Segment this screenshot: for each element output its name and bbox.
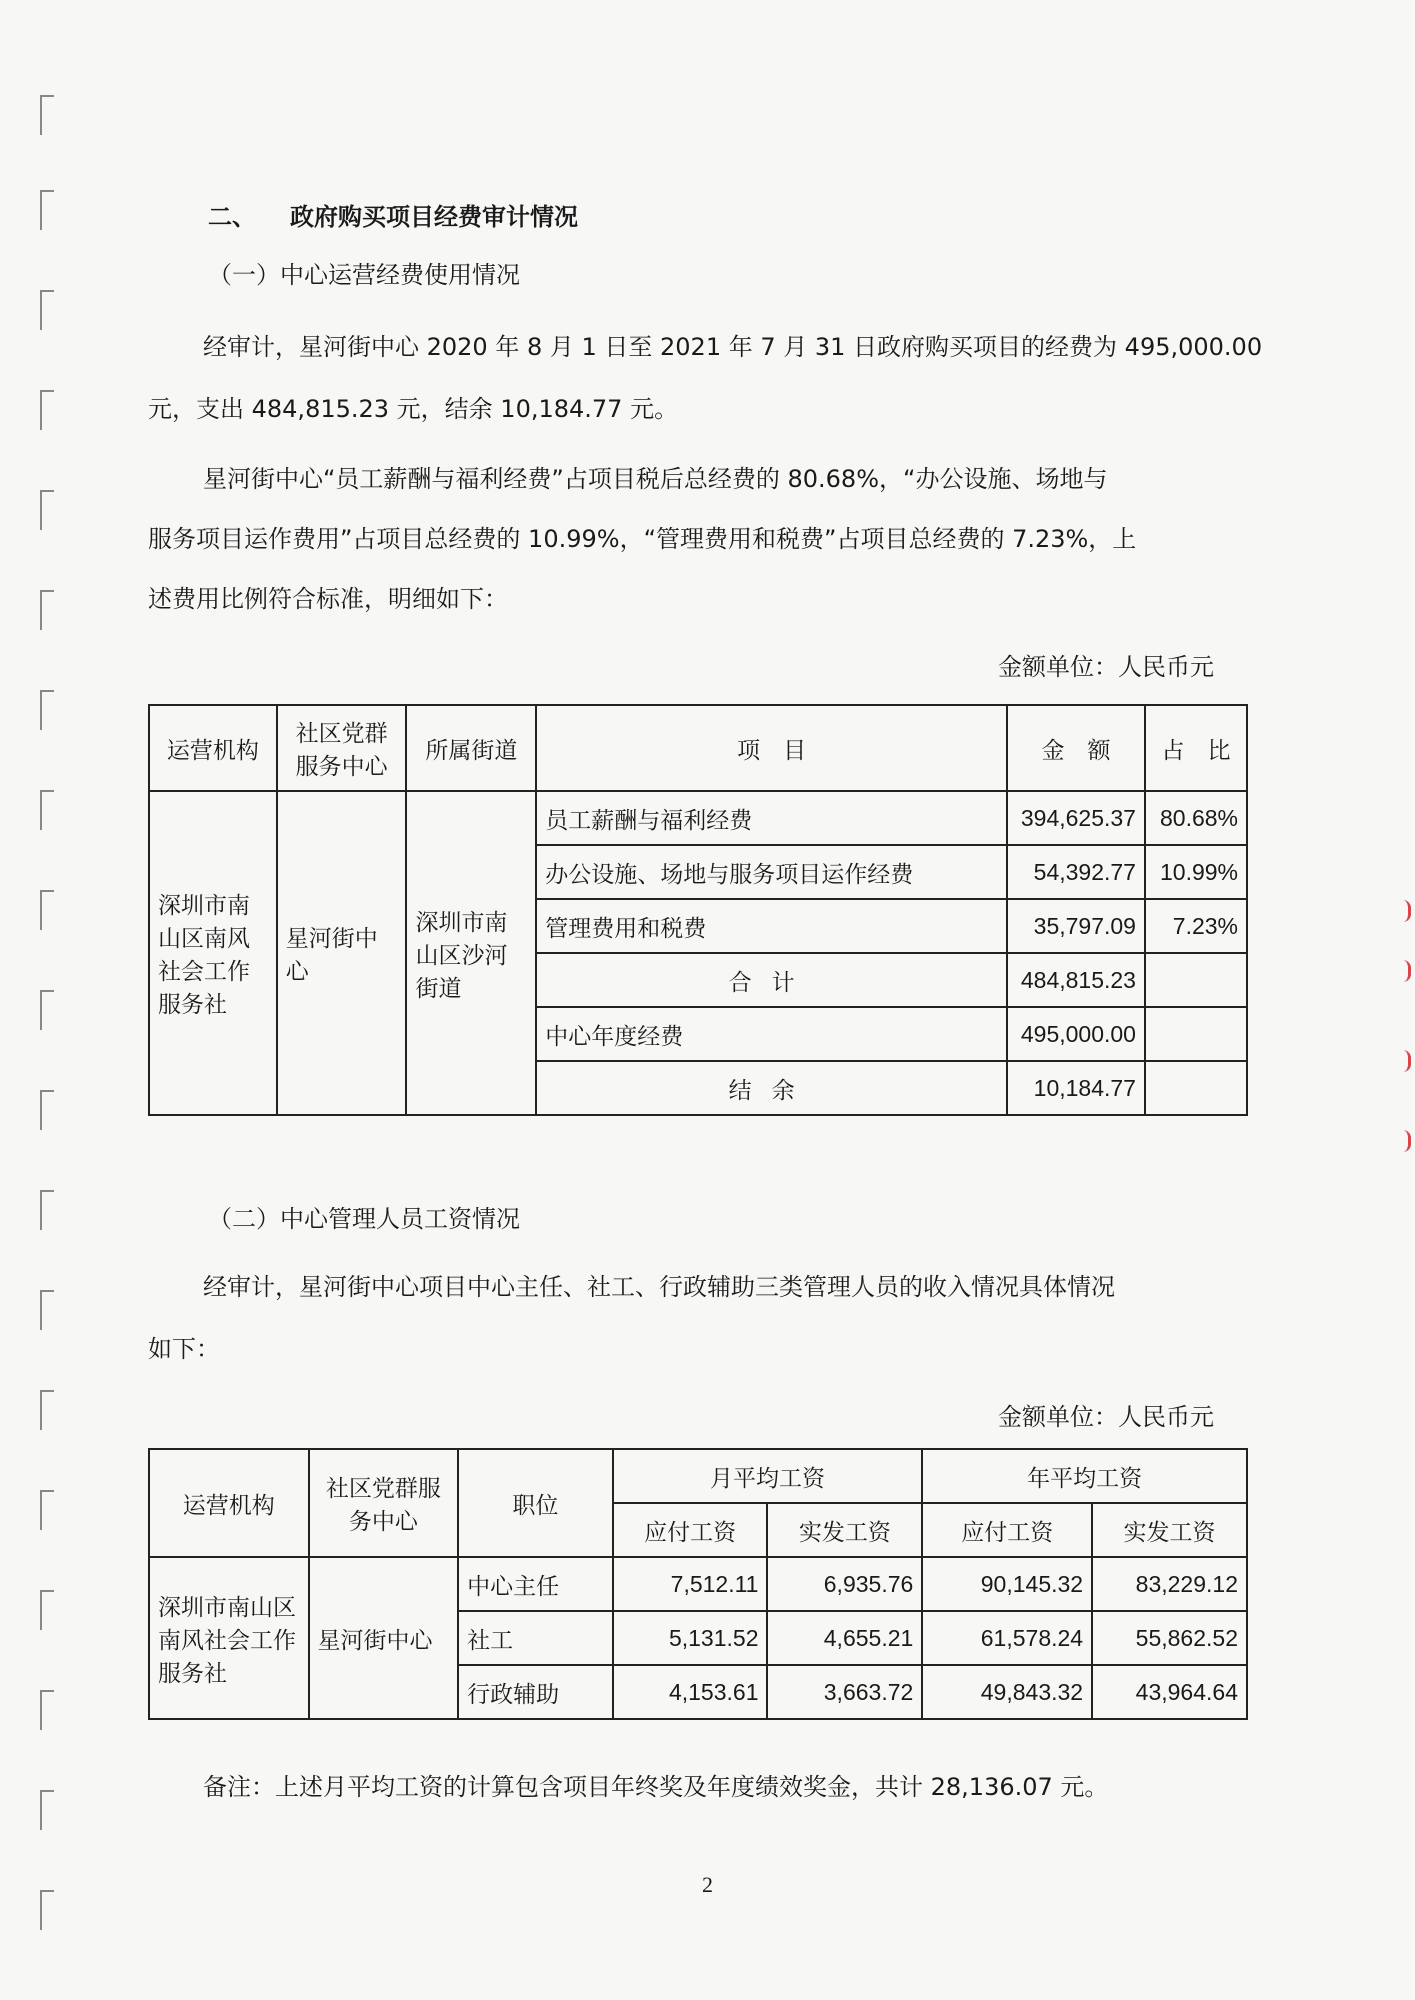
cell-annual-payable: 61,578.24 (922, 1611, 1092, 1665)
paragraph-1-line-1: 经审计，星河街中心 2020 年 8 月 1 日至 2021 年 7 月 31 日政府购买项目的经费为 495,000.00 (203, 333, 1263, 361)
seal-stamp-edge (1393, 900, 1415, 1160)
cell-item: 管理费用和税费 (536, 899, 1007, 953)
cell-item: 员工薪酬与福利经费 (536, 791, 1007, 845)
cell-amount: 54,392.77 (1007, 845, 1145, 899)
subsection-2-title: （二）中心管理人员工资情况 (208, 1205, 520, 1233)
cell-annual-actual: 43,964.64 (1092, 1665, 1247, 1719)
cell-ratio (1145, 1061, 1247, 1115)
cell-annual-actual: 83,229.12 (1092, 1557, 1247, 1611)
subsection-1-title: （一）中心运营经费使用情况 (208, 261, 520, 289)
header-center: 社区党群服务中心 (309, 1449, 459, 1557)
header-org: 运营机构 (149, 705, 277, 791)
page-number: 2 (702, 1872, 713, 1897)
remark: 备注：上述月平均工资的计算包含项目年终奖及年度绩效奖金，共计 28,136.07 元。 (203, 1773, 1109, 1801)
table-row (149, 791, 1247, 845)
paragraph-1-line-2: 元，支出 484,815.23 元，结余 10,184.77 元。 (148, 395, 679, 423)
cell-monthly-actual: 4,655.21 (767, 1611, 922, 1665)
cell-street: 深圳市南山区沙河街道 (406, 791, 536, 1115)
cell-annual-payable: 90,145.32 (922, 1557, 1092, 1611)
binding-marks (0, 0, 60, 2000)
unit-note-2: 金额单位：人民币元 (998, 1403, 1214, 1431)
header-monthly: 月平均工资 (613, 1449, 923, 1503)
paragraph-2-line-1: 星河街中心“员工薪酬与福利经费”占项目税后总经费的 80.68%，“办公设施、场地与 (203, 465, 1108, 493)
cell-annual-payable: 49,843.32 (922, 1665, 1092, 1719)
header-org: 运营机构 (149, 1449, 309, 1557)
cell-ratio (1145, 953, 1247, 1007)
cell-position: 行政辅助 (458, 1665, 613, 1719)
cell-item-balance: 结余 (536, 1061, 1007, 1115)
cell-position: 社工 (458, 1611, 613, 1665)
cell-monthly-payable: 5,131.52 (613, 1611, 768, 1665)
header-ratio: 占 比 (1145, 705, 1247, 791)
paragraph-3-line-2: 如下： (148, 1335, 220, 1363)
cell-position: 中心主任 (458, 1557, 613, 1611)
cell-item: 办公设施、场地与服务项目运作经费 (536, 845, 1007, 899)
cell-amount: 495,000.00 (1007, 1007, 1145, 1061)
header-item: 项 目 (536, 705, 1007, 791)
header-annual-actual: 实发工资 (1092, 1503, 1247, 1557)
cell-monthly-actual: 3,663.72 (767, 1665, 922, 1719)
cell-amount: 394,625.37 (1007, 791, 1145, 845)
header-position: 职位 (458, 1449, 613, 1557)
cell-ratio (1145, 1007, 1247, 1061)
cell-item: 中心年度经费 (536, 1007, 1007, 1061)
table-row (149, 1557, 1247, 1611)
header-street: 所属街道 (406, 705, 536, 791)
cell-org: 深圳市南山区南风社会工作服务社 (149, 1557, 309, 1719)
unit-note-1: 金额单位：人民币元 (998, 653, 1214, 681)
cell-annual-actual: 55,862.52 (1092, 1611, 1247, 1665)
paragraph-3-line-1: 经审计，星河街中心项目中心主任、社工、行政辅助三类管理人员的收入情况具体情况 (203, 1273, 1115, 1301)
section-title: 政府购买项目经费审计情况 (290, 203, 578, 231)
expense-table (148, 704, 1248, 1116)
header-amount: 金 额 (1007, 705, 1145, 791)
cell-monthly-actual: 6,935.76 (767, 1557, 922, 1611)
header-center: 社区党群服务中心 (277, 705, 407, 791)
cell-amount: 10,184.77 (1007, 1061, 1145, 1115)
cell-item-total: 合计 (536, 953, 1007, 1007)
header-annual-payable: 应付工资 (922, 1503, 1092, 1557)
cell-ratio: 7.23% (1145, 899, 1247, 953)
paragraph-2-line-3: 述费用比例符合标准，明细如下： (148, 585, 508, 613)
cell-monthly-payable: 7,512.11 (613, 1557, 768, 1611)
cell-center: 星河街中心 (309, 1557, 459, 1719)
cell-amount: 484,815.23 (1007, 953, 1145, 1007)
cell-amount: 35,797.09 (1007, 899, 1145, 953)
cell-ratio: 10.99% (1145, 845, 1247, 899)
header-monthly-payable: 应付工资 (613, 1503, 768, 1557)
cell-monthly-payable: 4,153.61 (613, 1665, 768, 1719)
header-annual: 年平均工资 (922, 1449, 1247, 1503)
cell-center: 星河街中心 (277, 791, 407, 1115)
salary-table (148, 1448, 1248, 1720)
cell-ratio: 80.68% (1145, 791, 1247, 845)
cell-org: 深圳市南山区南风社会工作服务社 (149, 791, 277, 1115)
paragraph-2-line-2: 服务项目运作费用”占项目总经费的 10.99%，“管理费用和税费”占项目总经费的 7.23%，上 (148, 525, 1137, 553)
header-monthly-actual: 实发工资 (767, 1503, 922, 1557)
section-number: 二、 (208, 203, 256, 231)
